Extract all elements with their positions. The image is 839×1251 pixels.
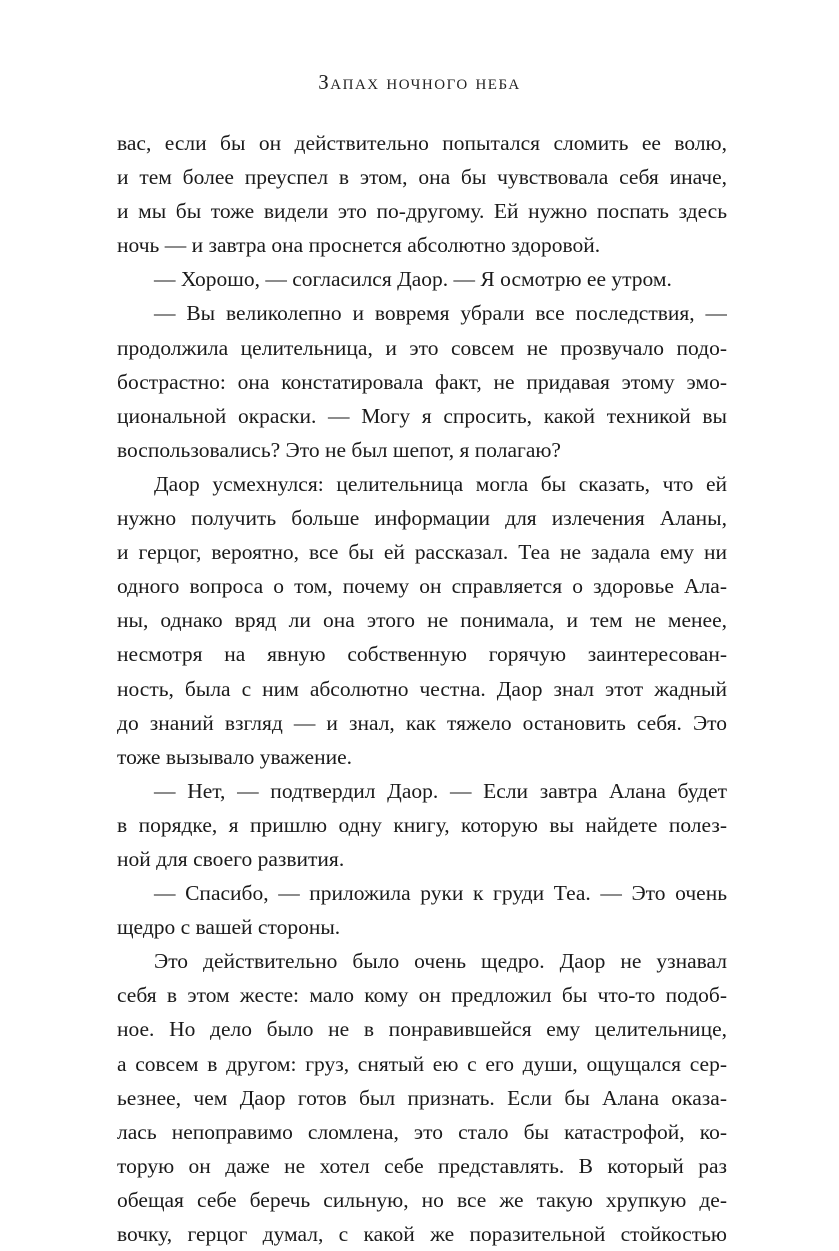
text-line: тоже вызывало уважение.: [117, 744, 353, 769]
text-line: а совсем в другом: груз, снятый ею с его души, ощущался сер-: [117, 1051, 727, 1076]
text-line: воспользовались? Это не был шепот, я полагаю?: [117, 437, 561, 462]
text-line: нужно получить больше информации для излечения Аланы,: [117, 506, 727, 531]
text-line: бострастно: она констатировала факт, не придавая этому эмо-: [117, 369, 727, 394]
text-line: ночь — и завтра она проснется абсолютно здоровой.: [117, 233, 601, 258]
text-line: ны, однако вряд ли она этого не понимала, и тем не менее,: [117, 608, 727, 633]
text-line: циональной окраски. — Могу я спросить, какой техникой вы: [117, 403, 727, 428]
text-line: и герцог, вероятно, все бы ей рассказал. Теа не задала ему ни: [117, 540, 727, 565]
text-line: несмотря на явную собственную горячую заинтересован-: [117, 642, 727, 667]
text-line: лась непоправимо сломлена, это стало бы катастрофой, ко-: [117, 1119, 727, 1144]
text-line: Это действительно было очень щедро. Даор не узнавал: [154, 949, 727, 974]
text-line: себя в этом жесте: мало кому он предложил бы что-то подоб-: [117, 983, 727, 1008]
running-head-title: Запах ночного неба: [318, 70, 521, 94]
text-line: ное. Но дело было не в понравившейся ему целительнице,: [117, 1017, 727, 1042]
text-line: щедро с вашей стороны.: [117, 915, 341, 940]
text-line: в порядке, я пришлю одну книгу, которую вы найдете полез-: [117, 812, 727, 837]
text-line: ность, была с ним абсолютно честна. Даор знал этот жадный: [117, 676, 727, 701]
text-line: обещая себе беречь сильную, но все же такую хрупкую де-: [117, 1187, 727, 1212]
text-line: продолжила целительница, и это совсем не прозвучало подо-: [117, 335, 727, 360]
text-line: вочку, герцог думал, с какой же поразительной стойкостью: [117, 1222, 727, 1246]
text-line: и мы бы тоже видели это по-другому. Ей нужно поспать здесь: [117, 199, 727, 224]
text-line: торую он даже не хотел себе представлять. В который раз: [117, 1153, 727, 1178]
text-line: Даор усмехнулся: целительница могла бы сказать, что ей: [154, 471, 727, 496]
text-line: и тем более преуспел в этом, она бы чувствовала себя иначе,: [117, 165, 727, 190]
text-line: — Хорошо, — согласился Даор. — Я осмотрю ее утром.: [154, 267, 672, 292]
text-line: — Вы великолепно и вовремя убрали все последствия, —: [154, 301, 727, 326]
text-line: одного вопроса о том, почему он справляется о здоровье Ала-: [117, 574, 727, 599]
body-text: [117, 126, 727, 1251]
text-line: — Нет, — подтвердил Даор. — Если завтра Алана будет: [154, 778, 727, 803]
text-line: ьезнее, чем Даор готов был признать. Если бы Алана оказа-: [117, 1085, 727, 1110]
text-line: — Спасибо, — приложила руки к груди Теа. — Это очень: [154, 881, 727, 906]
text-line: до знаний взгляд — и знал, как тяжело остановить себя. Это: [117, 710, 727, 735]
text-line: вас, если бы он действительно попытался сломить ее волю,: [117, 131, 727, 155]
text-line: ной для своего развития.: [117, 846, 345, 871]
